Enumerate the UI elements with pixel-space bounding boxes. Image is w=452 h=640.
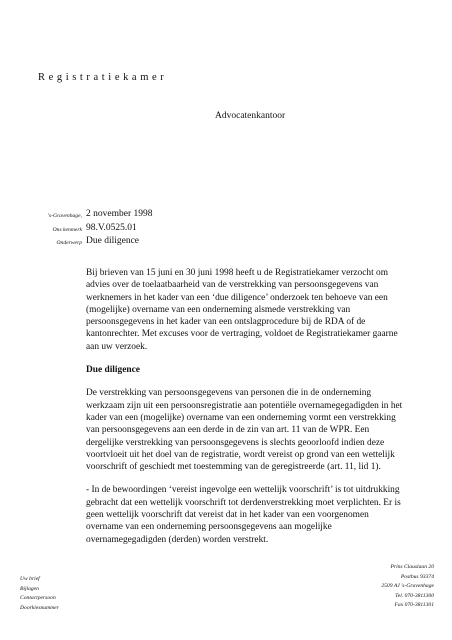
footer-address-fax: Fax 070-3811301 [394, 602, 434, 608]
letterhead-organization: Registratiekamer [38, 72, 168, 83]
intro-paragraph: Bij brieven van 15 juni en 30 juni 1998 heeft u de Registratiekamer verzocht om advies over de toelaatbaarheid van de verstrekking van persoonsgegevens van werknemers in het kader van een ‘due diligence’ onderzoek ten behoeve van een (mogelijke) overname van een onderneming alsmede verstrekking van persoonsgegevens in het kader van een ontslagprocedure bij de RDA of de kantonrechter. Met excuses voor de vertraging, voldoet de Registratiekamer gaarne aan uw verzoek. [86, 268, 398, 352]
meta-value-subject: Due diligence [86, 236, 140, 246]
footer-label-your-letter: Uw brief [20, 576, 40, 582]
footer-label-contact: Contactpersoon [20, 595, 56, 601]
footer-left-labels [20, 575, 75, 613]
footer-address-street: Prins Clauslaan 20 [390, 564, 434, 570]
meta-value-reference: 98.V.0525.01 [86, 223, 137, 233]
body-paragraph-2: - In de bewoordingen ‘vereist ingevolge een wettelijk voorschrift’ is tot uitdrukking gebracht dat een wettelijk voorschrift tot derdenverstrekking moet verplichten. Er is geen wettelijk voorschrift dat vereist dat in het kader van een voorgenomen overname van een onderneming persoonsgegevens aan mogelijke overnamegegadigden (derden) worden verstrekt. [86, 485, 401, 545]
footer-address-postbox: Postbus 93374 [400, 573, 434, 580]
footer-address [330, 563, 434, 611]
letter-body [86, 267, 406, 557]
footer-address-phone: Tel. 070-3811300 [395, 592, 434, 599]
footer-label-attachments: Bijlagen [20, 585, 39, 592]
meta-label-subject: Onderwerp [56, 240, 82, 246]
meta-value-date: 2 november 1998 [86, 209, 153, 219]
meta-label-place: 's-Gravenhage, [47, 213, 82, 219]
meta-label-reference: Ons kenmerk [52, 227, 82, 233]
footer-label-direct-number: Doorkiesnummer [20, 604, 59, 611]
recipient-name: Advocatenkantoor [215, 111, 286, 121]
footer-address-city: 2509 AJ 's-Gravenhage [381, 583, 434, 589]
section-heading: Due diligence [86, 365, 140, 376]
body-paragraph-1: De verstrekking van persoonsgegevens van personen die in de onderneming werkzaam zijn uit een persoonsregistratie aan potentiële overnamegegadigden in het kader van een (mogelijke) overname van een onderneming vormt een verstrekking van persoonsgegevens aan een derde in de zin van art. 11 van de WPR. Een dergelijke verstrekking van persoonsgegevens is slechts geoorloofd indien deze voortvloeit uit het doel van de registratie, wordt vereist op grond van een wettelijk voorschrift of geschiedt met toestemming van de geregistreerde (art. 11, lid 1). [86, 388, 403, 473]
